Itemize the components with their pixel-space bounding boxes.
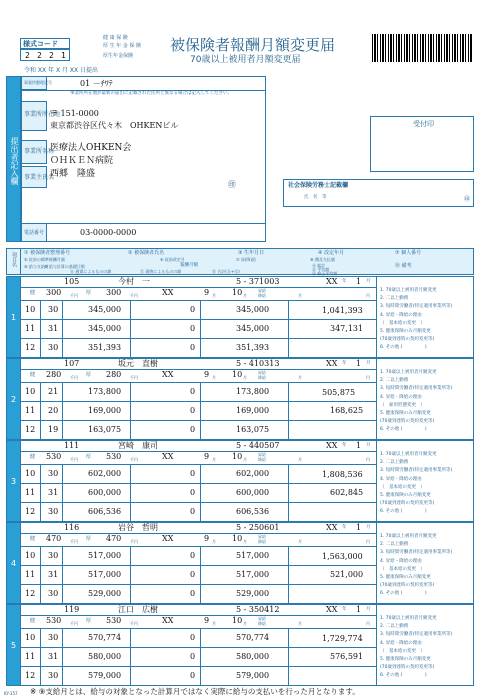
prev-revision-month: 9 — [204, 534, 210, 543]
revision-year: XX — [326, 277, 338, 286]
col-header-7: ⑦ 個人番号 — [395, 250, 422, 256]
kind-amount: 0 — [190, 488, 196, 497]
cash-amount: 351,393 — [88, 343, 122, 352]
col-header-1: ① 被保険者整理番号 — [24, 250, 71, 256]
prev-health: 470 — [46, 534, 62, 543]
base-days: 31 — [48, 570, 59, 579]
revision-year: XX — [326, 359, 338, 368]
raise-month: 10 — [232, 452, 243, 461]
kind-amount: 0 — [190, 652, 196, 661]
base-days: 30 — [48, 589, 59, 598]
base-days: 30 — [48, 469, 59, 478]
insured-id: 119 — [64, 605, 80, 614]
cash-amount: 345,000 — [88, 305, 122, 314]
cash-amount: 580,000 — [88, 652, 122, 661]
remark-line: （ 基本給の変更 ） — [380, 320, 425, 326]
footer-code: KY-357 — [4, 691, 18, 696]
office-number: 01 －ﾁﾜﾃ — [80, 79, 113, 88]
total-amount: 1,729,774 — [322, 634, 363, 643]
remark-line: 6. その他 ( ) — [380, 345, 427, 351]
remark-line: 4. 昇給・降給の理由 — [380, 312, 422, 318]
col-header-10: ⑨ 給与支給月 — [24, 264, 49, 269]
revision-month: 1 — [356, 523, 362, 532]
form-title: 被保険者報酬月額変更届 — [170, 36, 336, 54]
pay-month: 10 — [25, 551, 36, 560]
form-code-digit: 2 — [49, 51, 54, 60]
birth-date: 5 - 250601 — [236, 523, 280, 532]
raise-month: 10 — [232, 370, 243, 379]
birth-date: 5 - 371003 — [236, 277, 280, 286]
form-code-digit: 2 — [25, 51, 30, 60]
cash-amount: 600,000 — [88, 488, 122, 497]
sum-amount: 580,000 — [236, 652, 270, 661]
remark-line: 5. 健康保険のみ月額変更 — [380, 411, 431, 416]
birth-date: 5 - 410313 — [236, 359, 280, 368]
remark-line: 2. 二以上勤務 — [380, 460, 409, 466]
owner-label-box: 事業主氏名 — [21, 166, 47, 188]
postal-code: 〒 151-0000 — [50, 109, 99, 118]
base-days: 30 — [48, 305, 59, 314]
remark-line: 1. 70歳以上被用者月額変更 — [380, 452, 437, 457]
col-header-6: ⑥ 従前改定月 — [160, 257, 185, 262]
insured-id: 111 — [64, 441, 80, 450]
barcode — [372, 34, 472, 62]
remark-line: 3. 短時間労働者(特定適用事業所等) — [380, 468, 453, 474]
base-days: 30 — [48, 343, 59, 352]
prev-revision-month: 9 — [204, 370, 210, 379]
cash-amount: 606,536 — [88, 507, 122, 516]
col-header-9: ⑧ 遡及支払額 — [310, 257, 335, 262]
col-header-18: ⑱ 備考 — [395, 263, 412, 269]
revision-month: 1 — [356, 605, 362, 614]
pay-month: 12 — [25, 343, 36, 352]
cash-amount: 173,800 — [88, 387, 122, 396]
insured-name: 江口 広樹 — [118, 605, 158, 614]
kind-amount: 0 — [190, 469, 196, 478]
cash-amount: 570,774 — [88, 633, 122, 642]
birth-date: 5 - 350412 — [236, 605, 280, 614]
remark-line: (70歳到達時の契約変更等) — [380, 501, 435, 507]
col-header-3: ③ 生年月日 — [238, 250, 265, 256]
sum-amount: 517,000 — [236, 551, 270, 560]
birth-date: 5 - 440507 — [236, 441, 280, 450]
average-amount: 347,131 — [330, 324, 364, 333]
sum-amount: 173,800 — [236, 387, 270, 396]
base-days: 30 — [48, 551, 59, 560]
insured-name: 今村 一 — [118, 277, 150, 286]
base-days: 30 — [48, 507, 59, 516]
raise-month: 10 — [232, 616, 243, 625]
col-header-16: ⑮ 平均額 — [312, 267, 330, 272]
insured-id: 116 — [64, 523, 80, 532]
average-amount: 576,591 — [330, 652, 364, 661]
sum-amount: 602,000 — [236, 469, 270, 478]
remark-line: 2. 二以上勤務 — [380, 542, 409, 548]
remark-line: 4. 昇給・降給の理由 — [380, 640, 422, 646]
total-amount: 505,875 — [322, 388, 356, 397]
form-code-digit: 2 — [37, 51, 42, 60]
sum-amount: 169,000 — [236, 406, 270, 415]
remark-line: 4. 昇給・降給の理由 — [380, 558, 422, 564]
kind-amount: 0 — [190, 633, 196, 642]
person-number-box: 2 — [6, 358, 21, 440]
prev-revision-month: 9 — [204, 616, 210, 625]
pay-month: 10 — [25, 387, 36, 396]
prev-health: 530 — [46, 616, 62, 625]
kind-amount: 0 — [190, 324, 196, 333]
col-header-2: ② 被保険者氏名 — [128, 250, 165, 256]
received-stamp-box: 受付印 — [370, 116, 474, 172]
kind-amount: 0 — [190, 425, 196, 434]
base-days: 20 — [48, 406, 59, 415]
remark-line: 5. 健康保険のみ月額変更 — [380, 657, 431, 662]
prev-revision-year: XX — [162, 452, 174, 461]
footnote: ※ ⑨支給月とは、給与の対象となった計算月ではなく実際に給与の支払いを行った月となります。 — [30, 687, 360, 696]
col-header-5: ⑤ 従前の標準報酬月額 — [24, 257, 65, 262]
remark-line: 3. 短時間労働者(特定適用事業所等) — [380, 304, 453, 310]
remark-line: 5. 健康保険のみ月額変更 — [380, 575, 431, 580]
revision-year: XX — [326, 441, 338, 450]
remark-line: 4. 昇給・降給の理由 — [380, 394, 422, 400]
kind-amount: 0 — [190, 551, 196, 560]
pay-month: 11 — [25, 406, 36, 415]
prev-revision-month: 9 — [204, 452, 210, 461]
remark-line: 5. 健康保険のみ月額変更 — [380, 493, 431, 498]
kind-amount: 0 — [190, 343, 196, 352]
sum-amount: 529,000 — [236, 589, 270, 598]
remark-line: (70歳到達時の契約変更等) — [380, 419, 435, 425]
remark-line: （ 雇用形態変更 ） — [380, 402, 425, 408]
owner-name: 西郷 隆盛 — [50, 169, 96, 179]
col-header-8: ⑦ 昇(降)給 — [236, 257, 256, 262]
remark-line: 1. 70歳以上被用者月額変更 — [380, 288, 437, 293]
address-note: 事業所所在地が最新の届出に記載された住所と異なる場合は記入してください。 — [70, 91, 232, 96]
prev-health: 530 — [46, 452, 62, 461]
remark-line: 6. その他 ( ) — [380, 509, 427, 515]
column-header-side: 項目名 — [6, 248, 21, 275]
revision-month: 1 — [356, 277, 362, 286]
sum-amount: 570,774 — [236, 633, 270, 642]
base-days: 30 — [48, 633, 59, 642]
remark-line: 2. 二以上勤務 — [380, 378, 409, 384]
office-name-label-box: 事業所名称 — [21, 140, 47, 164]
remark-line: 4. 昇給・降給の理由 — [380, 476, 422, 482]
raise-month: 10 — [232, 534, 243, 543]
form-code-box — [20, 49, 70, 61]
owner-seal: ㊞ — [228, 180, 236, 189]
remark-line: 1. 70歳以上被用者月額変更 — [380, 370, 437, 375]
remark-line: (70歳到達時の契約変更等) — [380, 583, 435, 589]
prev-revision-year: XX — [162, 616, 174, 625]
average-amount: 521,000 — [330, 570, 364, 579]
sum-amount: 600,000 — [236, 488, 270, 497]
revision-year: XX — [326, 605, 338, 614]
office-name-1: 医療法人OHKEN会 — [50, 143, 132, 153]
remark-line: 6. その他 ( ) — [380, 427, 427, 433]
kind-amount: 0 — [190, 589, 196, 598]
remark-line: 6. その他 ( ) — [380, 591, 427, 597]
revision-year: XX — [326, 523, 338, 532]
kind-amount: 0 — [190, 507, 196, 516]
phone-number: 03-0000-0000 — [80, 228, 137, 237]
office-name-2: ＯＨＫＥＮ病院 — [50, 156, 114, 166]
form-code-digit: 1 — [61, 51, 66, 60]
sum-amount: 163,075 — [236, 425, 270, 434]
form-code-label: 様式コード — [23, 40, 58, 48]
sharoushi-box: 社会保険労務士記載欄 氏 名 等 ㊞ — [283, 179, 474, 207]
remark-line: （ 基本給の変更 ） — [380, 566, 425, 572]
insurance-line: 健 康 保 険 — [103, 35, 128, 41]
prev-pension: 280 — [106, 370, 122, 379]
average-amount: 168,625 — [330, 406, 364, 415]
base-days: 31 — [48, 324, 59, 333]
kind-amount: 0 — [190, 671, 196, 680]
insured-name: 宮崎 康司 — [118, 441, 158, 450]
cash-amount: 517,000 — [88, 570, 122, 579]
cash-amount: 529,000 — [88, 589, 122, 598]
person-number-box: 1 — [6, 276, 21, 358]
submitter-section-label: 提出者記入欄 — [6, 76, 21, 242]
person-number-box: 4 — [6, 522, 21, 604]
prev-health: 280 — [46, 370, 62, 379]
pay-month: 12 — [25, 589, 36, 598]
base-days: 31 — [48, 488, 59, 497]
cash-amount: 169,000 — [88, 406, 122, 415]
col-header-13: ⑫ 現物によるものの額 — [140, 269, 182, 274]
col-header-4: ④ 改定年月 — [318, 250, 345, 256]
remark-line: 3. 短時間労働者(特定適用事業所等) — [380, 550, 453, 556]
insured-id: 107 — [64, 359, 80, 368]
insured-name: 岩谷 哲明 — [118, 523, 158, 532]
col-header-15: ⑭ 総計 — [312, 263, 326, 268]
office-number-label-box: 事業所整理記号 — [21, 76, 47, 90]
remark-line: 5. 健康保険のみ月額変更 — [380, 329, 431, 334]
pay-month: 12 — [25, 507, 36, 516]
pay-month: 11 — [25, 652, 36, 661]
base-days: 21 — [48, 387, 59, 396]
insured-name: 坂元 直樹 — [118, 359, 158, 368]
sum-amount: 345,000 — [236, 305, 270, 314]
sum-amount: 579,000 — [236, 671, 270, 680]
insurance-line: 厚生年金保険 — [103, 53, 134, 59]
prev-pension: 530 — [106, 616, 122, 625]
col-header-14: ⑬ 合計(⑪+⑫) — [212, 269, 240, 274]
remark-line: 2. 二以上勤務 — [380, 296, 409, 302]
pay-month: 12 — [25, 425, 36, 434]
sum-amount: 606,536 — [236, 507, 270, 516]
remark-line: (70歳到達時の契約変更等) — [380, 337, 435, 343]
cash-amount: 345,000 — [88, 324, 122, 333]
phone-label-box: 電話番号 — [21, 223, 47, 242]
prev-pension: 300 — [106, 288, 122, 297]
prev-revision-year: XX — [162, 370, 174, 379]
remark-line: （ 基本給の変更 ） — [380, 648, 425, 654]
revision-month: 1 — [356, 359, 362, 368]
col-header-11: ⑩ 給与計算の基礎日数 — [44, 264, 85, 269]
person-number-box: 3 — [6, 440, 21, 522]
cash-amount: 602,000 — [88, 469, 122, 478]
remark-line: 1. 70歳以上被用者月額変更 — [380, 616, 437, 621]
sum-amount: 517,000 — [236, 570, 270, 579]
revision-month: 1 — [356, 441, 362, 450]
kind-amount: 0 — [190, 387, 196, 396]
pay-month: 11 — [25, 324, 36, 333]
office-address: 東京都渋谷区代々木 OHKENビル — [50, 121, 179, 130]
raise-month: 10 — [232, 288, 243, 297]
form-code-label-box — [20, 38, 70, 49]
prev-health: 300 — [46, 288, 62, 297]
pay-month: 12 — [25, 671, 36, 680]
cash-amount: 517,000 — [88, 551, 122, 560]
pay-month: 11 — [25, 570, 36, 579]
prev-pension: 530 — [106, 452, 122, 461]
total-amount: 1,563,000 — [322, 552, 363, 561]
remark-line: 3. 短時間労働者(特定適用事業所等) — [380, 632, 453, 638]
person-number-box: 5 — [6, 604, 21, 686]
form-subtitle: 70歳以上被用者月額変更届 — [190, 55, 301, 65]
pay-month: 10 — [25, 305, 36, 314]
col-header-17: ⑯ 修正平均額 — [312, 271, 338, 276]
insurance-line: 厚 生 年 金 保 険 — [103, 43, 141, 49]
pay-month: 11 — [25, 488, 36, 497]
insured-id: 105 — [64, 277, 80, 286]
prev-pension: 470 — [106, 534, 122, 543]
col-header-12: ⑪ 通貨によるものの額 — [70, 269, 112, 274]
sum-amount: 351,393 — [236, 343, 270, 352]
remark-line: (70歳到達時の契約変更等) — [380, 665, 435, 671]
prev-revision-year: XX — [162, 288, 174, 297]
cash-amount: 579,000 — [88, 671, 122, 680]
base-days: 19 — [48, 425, 59, 434]
remark-line: 6. その他 ( ) — [380, 673, 427, 679]
kind-amount: 0 — [190, 406, 196, 415]
total-amount: 1,041,393 — [322, 306, 363, 315]
average-amount: 602,845 — [330, 488, 364, 497]
remark-line: 3. 短時間労働者(特定適用事業所等) — [380, 386, 453, 392]
prev-revision-month: 9 — [204, 288, 210, 297]
remark-line: （ 基本給の変更 ） — [380, 484, 425, 490]
pay-month: 10 — [25, 469, 36, 478]
kind-amount: 0 — [190, 570, 196, 579]
base-days: 31 — [48, 652, 59, 661]
total-amount: 1,808,536 — [322, 470, 363, 479]
col-header-pay: 報酬月額 — [180, 263, 198, 268]
remark-line: 1. 70歳以上被用者月額変更 — [380, 534, 437, 539]
pay-month: 10 — [25, 633, 36, 642]
address-label-box: 事業所所在地 — [21, 101, 47, 131]
base-days: 30 — [48, 671, 59, 680]
submission-date: 令和 XX 年 X 月 XX 日提出 — [24, 67, 98, 74]
sum-amount: 345,000 — [236, 324, 270, 333]
remark-line: 2. 二以上勤務 — [380, 624, 409, 630]
kind-amount: 0 — [190, 305, 196, 314]
prev-revision-year: XX — [162, 534, 174, 543]
cash-amount: 163,075 — [88, 425, 122, 434]
